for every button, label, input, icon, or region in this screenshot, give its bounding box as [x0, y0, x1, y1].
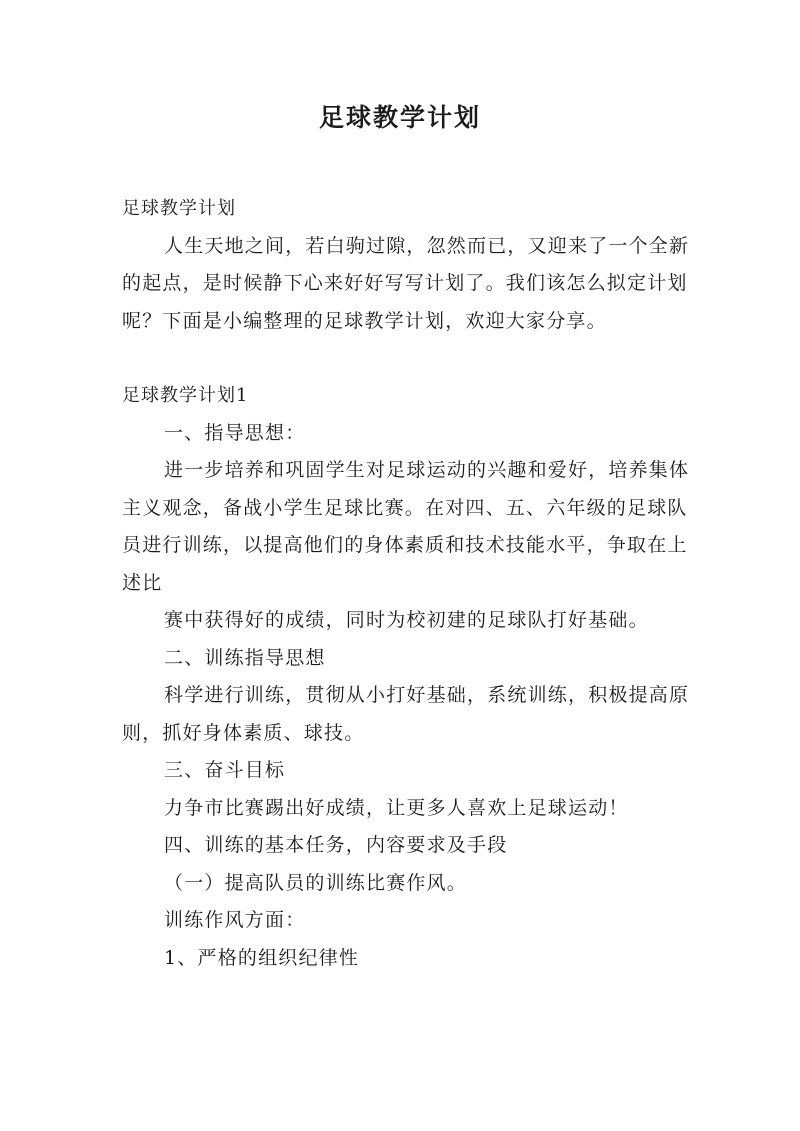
document-title: 足球教学计划: [318, 103, 481, 132]
section-heading: 足球教学计划1: [122, 385, 249, 406]
subheading-style: （一）提高队员的训练比赛作风。: [164, 871, 468, 894]
list-item: 1、严格的组织纪律性: [164, 946, 360, 969]
heading-goal: 三、奋斗目标: [164, 759, 286, 781]
heading-basic-tasks: 四、训练的基本任务，内容要求及手段: [164, 834, 508, 856]
paragraph-spacer: [122, 340, 692, 377]
body-paragraph: 进一步培养和巩固学生对足球运动的兴趣和爱好，培养集体主义观念，备战小学生足球比赛。在对四、五、六年级的足球队员进行训练，以提高他们的身体素质和技术技能水平，争取在上述比: [122, 459, 690, 594]
body-paragraph: 力争市比赛踢出好成绩，让更多人喜欢上足球运动！: [164, 796, 629, 819]
heading-training-ideology: 二、训练指导思想: [164, 646, 326, 669]
body-paragraph: 赛中获得好的成绩，同时为校初建的足球队打好基础。: [164, 609, 649, 631]
body-paragraph: 训练作风方面：: [164, 909, 306, 931]
heading-guiding-ideology: 一、指导思想：: [164, 421, 306, 444]
document-subtitle: 足球教学计划: [122, 198, 236, 219]
document-body: [122, 190, 692, 977]
intro-paragraph: 人生天地之间，若白驹过隙，忽然而已，又迎来了一个全新的起点，是时候静下心来好好写写计划了。我们该怎么拟定计划呢？下面是小编整理的足球教学计划，欢迎大家分享。: [122, 234, 690, 332]
body-paragraph: 科学进行训练，贯彻从小打好基础，系统训练，积极提高原则，抓好身体素质、球技。: [122, 684, 690, 744]
